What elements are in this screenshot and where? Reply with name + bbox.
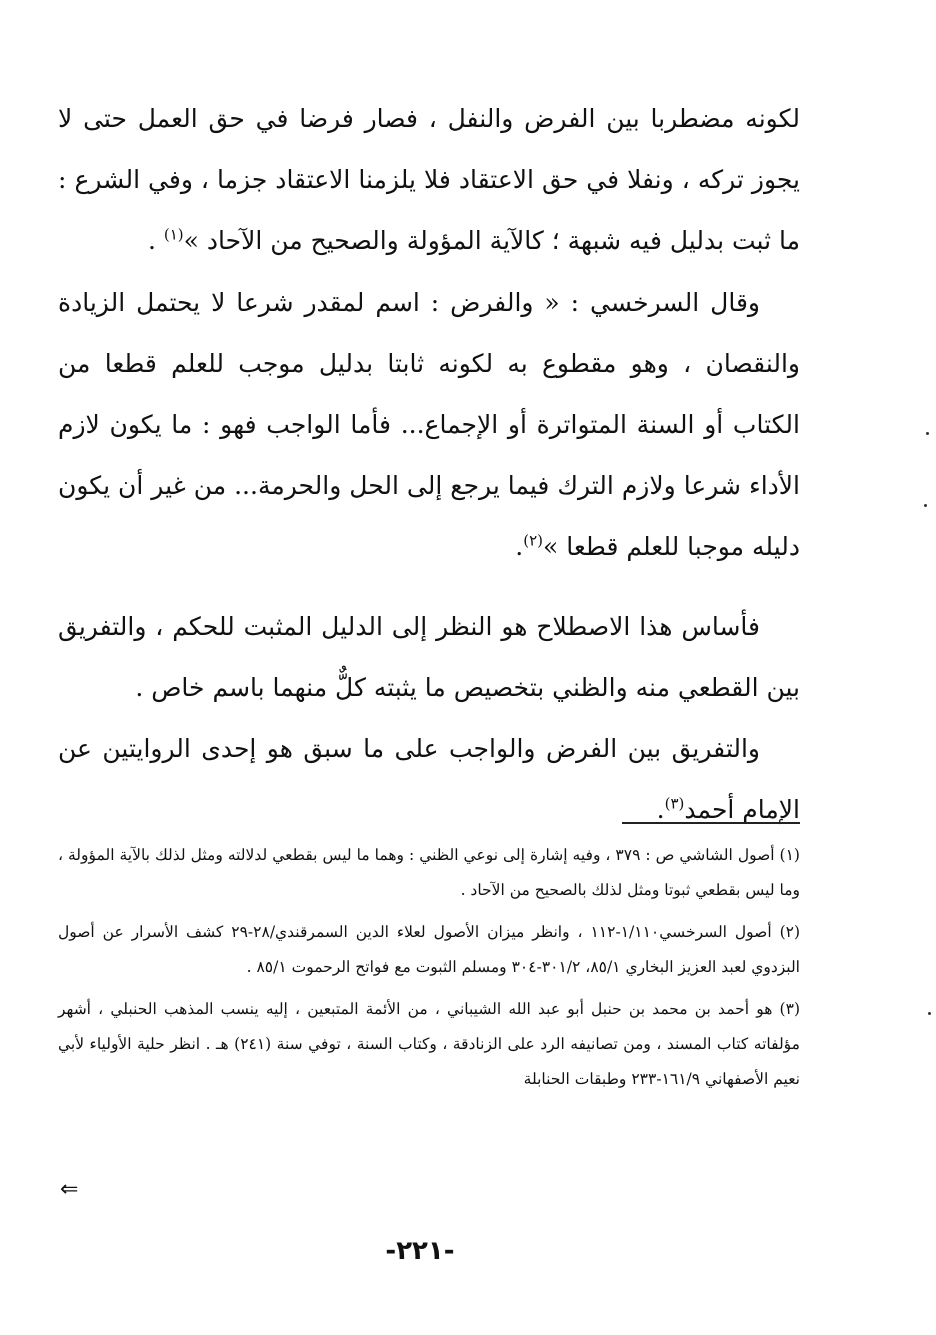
scan-speck [926,432,929,435]
page-number: -٢٢١- [385,1236,455,1266]
paragraph-3 [58,596,800,718]
footnote-1: (١) أصول الشاشي ص : ٣٧٩ ، وفيه إشارة إلى نوعي الظني : وهما ما ليس بقطعي لدلالته ومثل لذلك بالآية المؤولة ، وما ليس بقطعي ثبوتا ومثل لذلك بالصحيح من الآحاد . [58,846,800,899]
paragraph-4-end: . [656,795,665,825]
paragraph-3-text: فأساس هذا الاصطلاح هو النظر إلى الدليل المثبت للحكم ، والتفريق بين القطعي منه والظني بتخصيص ما يثبته كلٌّ منهما باسم خاص . [58,611,800,702]
scan-speck [928,1012,931,1015]
main-text [58,88,800,840]
paragraph-1-end: . [147,226,164,256]
paragraph-2-text: وقال السرخسي : « والفرض : اسم لمقدر شرعا لا يحتمل الزيادة والنقصان ، وهو مقطوع به لكونه ثابتا بدليل موجب للعلم قطعا من الكتاب أو السنة المتواترة أو الإجماع... فأما الواجب فهو : ما يكون لازم الأداء شرعا ولازم الترك فيما يرجع إلى الحل والحرمة... من غير أن يكون دليله موجبا للعلم قطعا » [58,287,800,562]
paragraph-1-text: لكونه مضطربا بين الفرض والنفل ، فصار فرضا في حق العمل حتى لا يجوز تركه ، ونفلا في حق الاعتقاد فلا يلزمنا الاعتقاد جزما ، وفي الشرع : ما ثبت بدليل فيه شبهة ؛ كالآية المؤولة والصحيح من الآحاد » [58,104,800,256]
footnote-ref-2: (٢) [523,532,544,551]
footnote-2: (٢) أصول السرخسي١/١١٠-١١٢ ، وانظر ميزان الأصول لعلاء الدين السمرقندي/٢٨-٢٩ كشف الأسرار عن أصول البزدوي لعبد العزيز البخاري ٨٥/١، ٣٠١/٢-٣٠٤ ومسلم الثبوت مع فواتح الرحموت ٨٥/١ . [58,923,801,976]
footnote-separator [622,822,800,824]
paragraph-1 [58,88,800,272]
footnotes [58,838,800,1096]
paragraph-2-end: . [515,532,524,562]
paragraph-4-text: والتفريق بين الفرض والواجب على ما سبق هو إحدى الروايتين عن الإمام أحمد [58,734,800,825]
continuation-arrow-icon: ⇐ [60,1177,79,1202]
paragraph-2 [58,272,800,578]
scan-speck [924,504,927,507]
footnote-ref-1: (١) [163,226,184,245]
footnote-ref-3: (٣) [664,794,685,813]
footnote-3: (٣) هو أحمد بن محمد بن حنبل أبو عبد الله الشيباني ، من الأئمة المتبعين ، إليه ينسب المذهب الحنبلي ، أشهر مؤلفاته كتاب المسند ، ومن تصانيفه الرد على الزنادقة ، وكتاب السنة ، توفي سنة (٢٤١) هـ . انظر حلية الأولياء لأبي نعيم الأصفهاني ١٦١/٩-٢٣٣ وطبقات الحنابلة [58,1000,800,1088]
